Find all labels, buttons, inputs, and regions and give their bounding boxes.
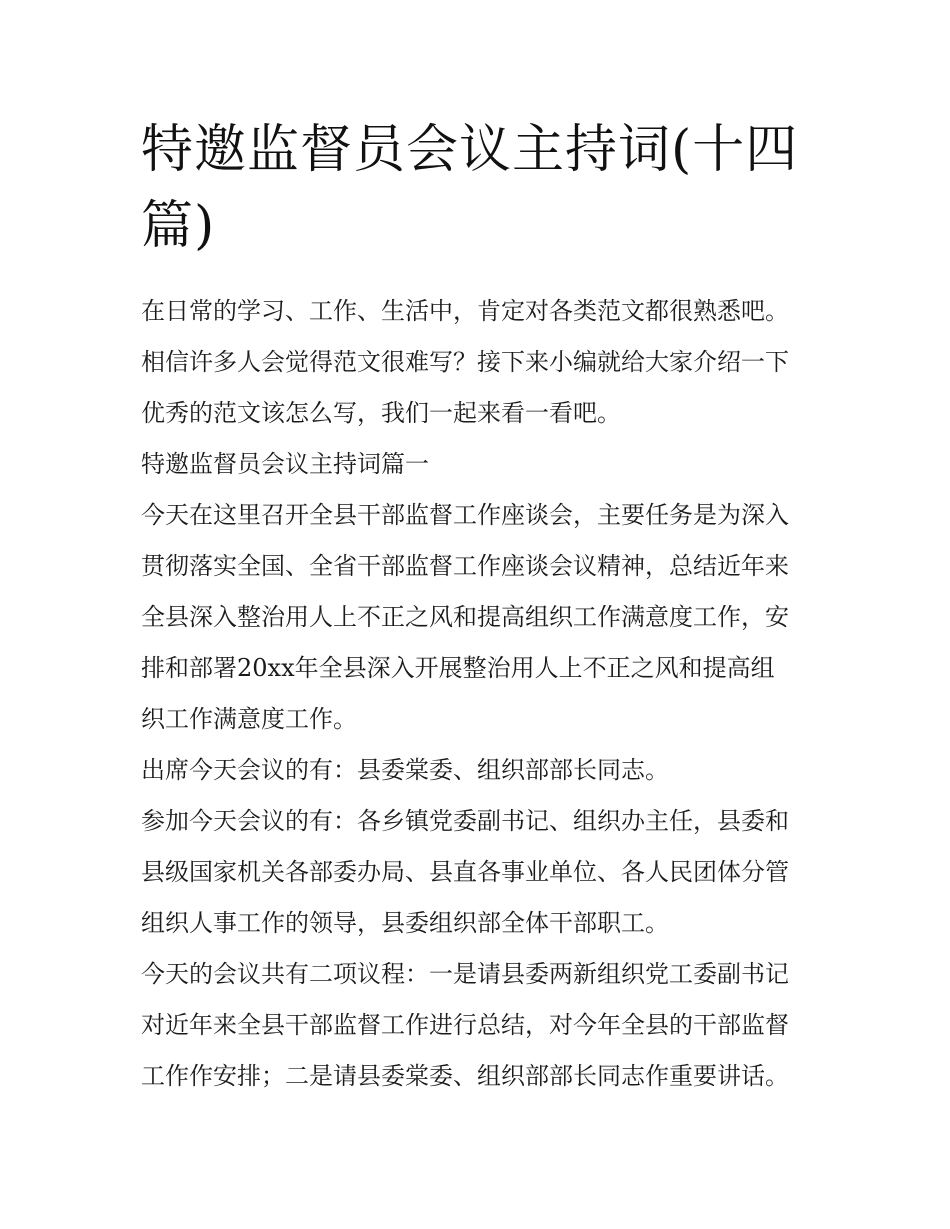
document-title: 特邀监督员会议主持词(十四 篇) — [141, 120, 799, 256]
attendees-paragraph: 出席今天会议的有：县委棠委、组织部部长同志。 — [141, 756, 669, 784]
agenda-paragraph: 今天的会议共有二项议程：一是请县委两新组织党工委副书记 对近年来全县干部监督工作进行总结，对今年全县的干部监督 工作作安排；二是请县委棠委、组织部部长同志作重要讲话。 — [141, 960, 789, 1090]
document-body — [141, 286, 821, 1102]
meeting-purpose-paragraph: 今天在这里召开全县干部监督工作座谈会，主要任务是为深入 贯彻落实全国、全省干部监督工作座谈会议精神，总结近年来 全县深入整治用人上不正之风和提高组织工作满意度工作，安 排和部署20xx年全县深入开展整治用人上不正之风和提高组 织工作满意度工作。 — [141, 501, 789, 733]
document-content — [141, 112, 821, 1102]
participants-paragraph: 参加今天会议的有：各乡镇党委副书记、组织办主任，县委和 县级国家机关各部委办局、县直各事业单位、各人民团体分管 组织人事工作的领导，县委组织部全体干部职工。 — [141, 807, 789, 937]
section-heading: 特邀监督员会议主持词篇一 — [141, 450, 429, 478]
intro-paragraph: 在日常的学习、工作、生活中，肯定对各类范文都很熟悉吧。 相信许多人会觉得范文很难写？接下来小编就给大家介绍一下 优秀的范文该怎么写，我们一起来看一看吧。 — [141, 297, 789, 427]
